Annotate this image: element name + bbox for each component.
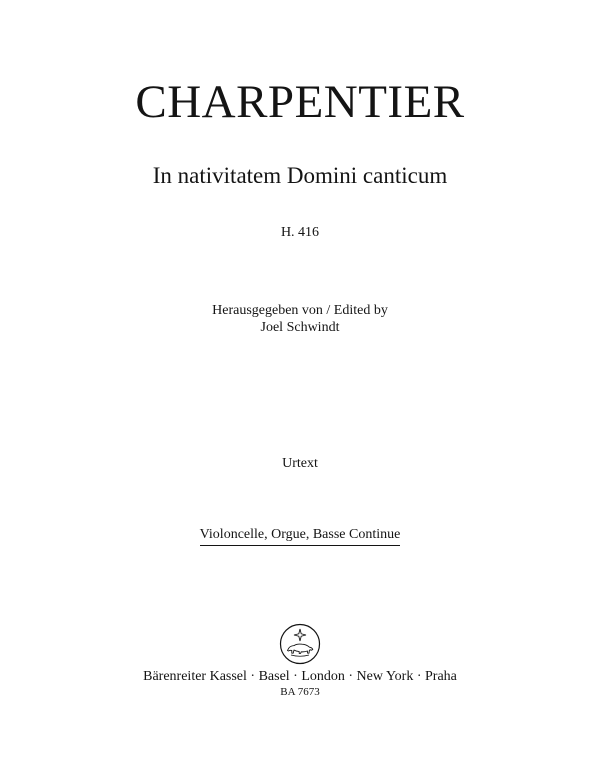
edition-type: Urtext xyxy=(282,456,318,471)
composer-name: CHARPENTIER xyxy=(135,76,465,128)
editor-label: Herausgegeben von / Edited by xyxy=(212,303,388,318)
baerenreiter-bear-logo-icon xyxy=(279,623,321,665)
catalog-number: H. 416 xyxy=(280,225,320,240)
instrumentation-block xyxy=(0,525,600,546)
publisher-imprint: Bärenreiter Kassel · Basel · London · New York · Praha xyxy=(143,669,457,684)
instrumentation-label: Violoncelle, Orgue, Basse Continue xyxy=(200,526,401,546)
work-title: In nativitatem Domini canticum xyxy=(152,163,448,188)
editor-name: Joel Schwindt xyxy=(260,320,340,335)
order-number: BA 7673 xyxy=(280,686,320,698)
